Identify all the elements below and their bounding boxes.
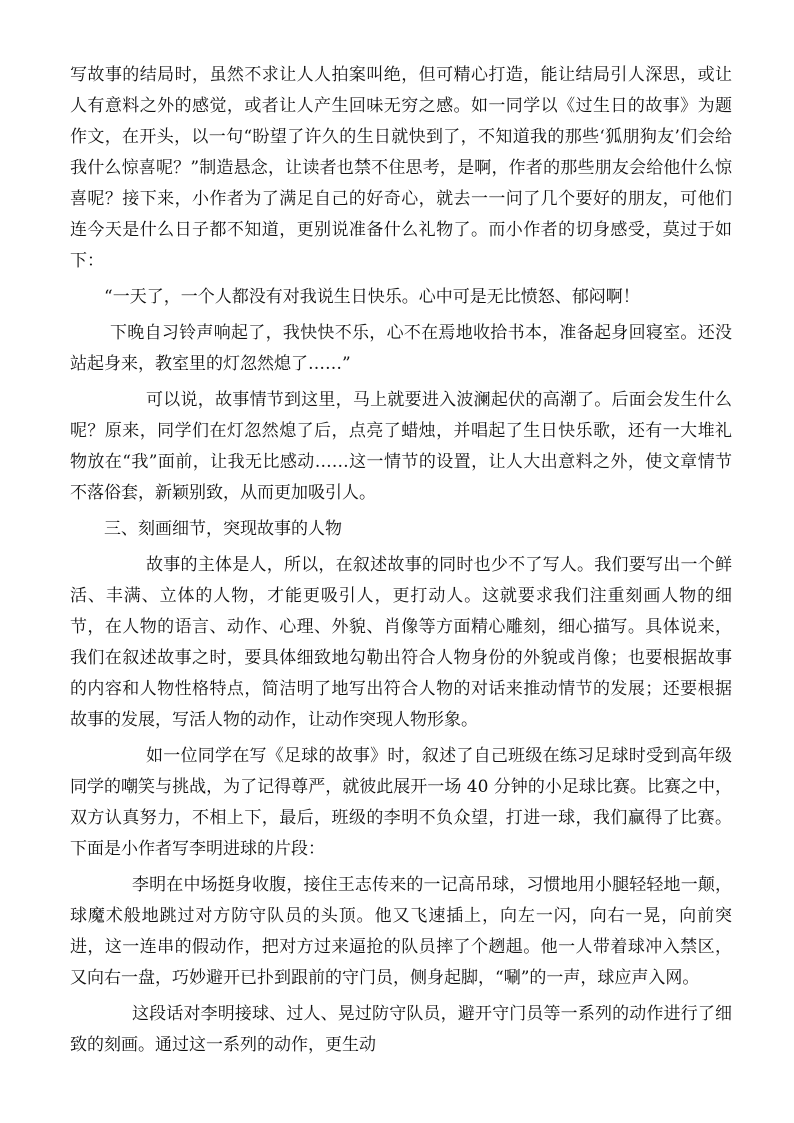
document-page: [70, 60, 732, 1061]
paragraph-football-story: 如一位同学在写《足球的故事》时，叙述了自己班级在练习足球时受到高年级同学的嘲笑与挑战，为了记得尊严，就彼此展开一场 40 分钟的小足球比赛。比赛之中，双方认真努力，不相上下，最后，班级的李明不负众望，打进一球，我们赢得了比赛。下面是小作者写李明进球的片段：: [70, 746, 732, 859]
paragraph-goal-excerpt: 李明在中场挺身收腹，接住王志传来的一记高吊球，习惯地用小腿轻轻地一颠，球魔术般地跳过对方防守队员的头顶。他又飞速插上，向左一闪，向右一晃，向前突进，这一连串的假动作，把对方过来逼抢的队员摔了个趔趄。他一人带着球冲入禁区，又向右一盘，巧妙避开已扑到跟前的守门员，侧身起脚，“唰”的一声，球应声入网。: [70, 875, 732, 988]
paragraph-story-ending: 写故事的结局时，虽然不求让人人拍案叫绝，但可精心打造，能让结局引人深思，或让人有意料之外的感觉，或者让人产生回味无穷之感。如一同学以《过生日的故事》为题作文，在开头，以一句“盼望了许久的生日就快到了，不知道我的那些‘狐朋狗友’们会给我什么惊喜呢？”制造悬念，让读者也禁不住思考，是啊，作者的那些朋友会给他什么惊喜呢？接下来，小作者为了满足自己的好奇心，就去一一问了几个要好的朋友，可他们连今天是什么日子都不知道，更别说准备什么礼物了。而小作者的切身感受，莫过于如下：: [70, 65, 732, 271]
paragraph-quote-birthday: “一天了，一个人都没有对我说生日快乐。心中可是无比愤怒、郁闷啊！: [104, 287, 640, 307]
paragraph-quote-evening: 下晚自习铃声响起了，我快快不乐，心不在焉地收拾书本，准备起身回寝室。还没站起身来，教室里的灯忽然熄了……”: [70, 323, 732, 374]
section-heading-three: 三、刻画细节，突现故事的人物: [104, 519, 342, 539]
paragraph-climax-analysis: 可以说，故事情节到这里，马上就要进入波澜起伏的高潮了。后面会发生什么呢？原来，同学们在灯忽然熄了后，点亮了蜡烛，并唱起了生日快乐歌，还有一大堆礼物放在“我”面前，让我无比感动……这一情节的设置，让人大出意料之外，使文章情节不落俗套，新颖别致，从而更加吸引人。: [70, 390, 732, 503]
paragraph-character-detail: 故事的主体是人，所以，在叙述故事的同时也少不了写人。我们要写出一个鲜活、丰满、立体的人物，才能更吸引人，更打动人。这就要求我们注重刻画人物的细节，在人物的语言、动作、心理、外貌、肖像等方面精心雕刻，细心描写。具体说来，我们在叙述故事之时，要具体细致地勾勒出符合人物身份的外貌或肖像；也要根据故事的内容和人物性格特点，简洁明了地写出符合人物的对话来推动情节的发展；还要根据故事的发展，写活人物的动作，让动作突现人物形象。: [70, 555, 732, 730]
paragraph-excerpt-analysis: 这段话对李明接球、过人、晃过防守队员，避开守门员等一系列的动作进行了细致的刻画。通过这一系列的动作，更生动: [70, 1004, 732, 1055]
